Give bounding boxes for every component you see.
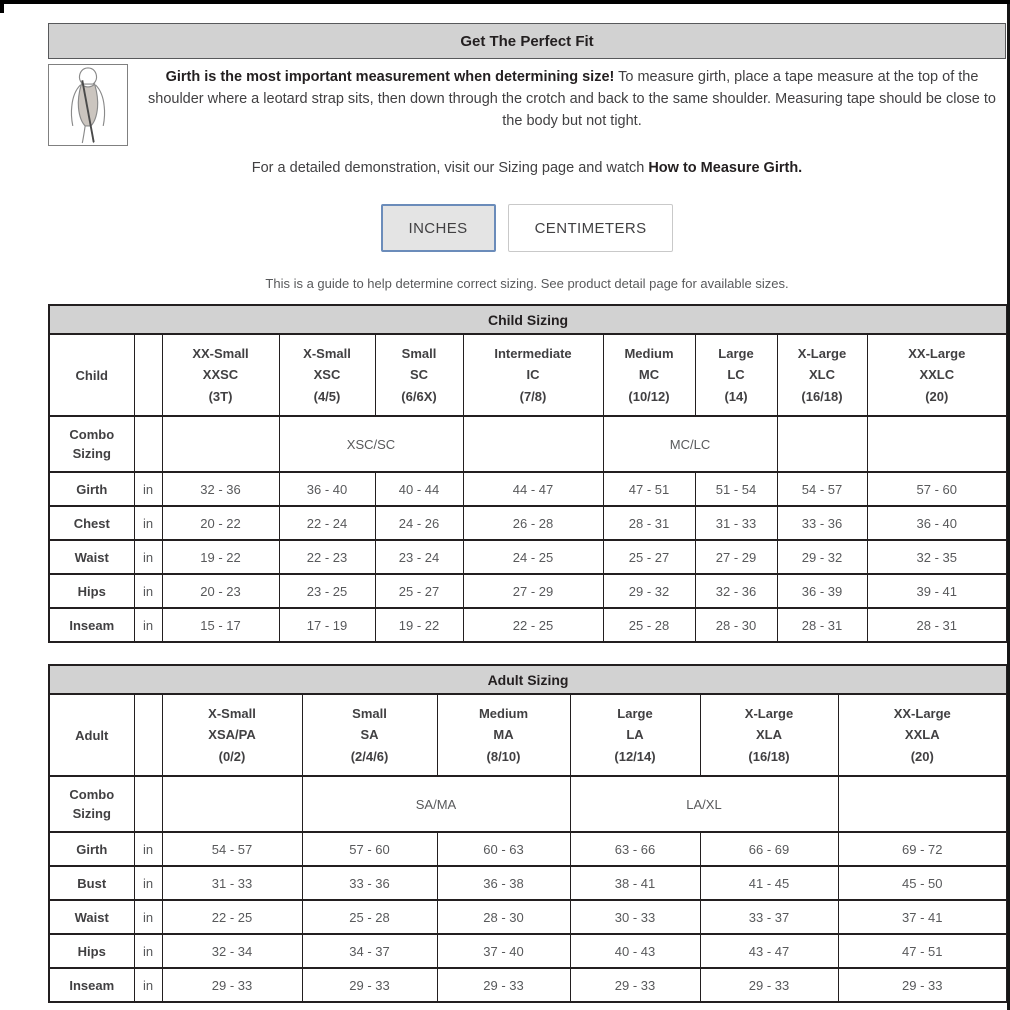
child-chest-value-0: 20 - 22 [162, 506, 279, 540]
adult-inseam-value-3: 29 - 33 [570, 968, 700, 1002]
adult-waist-value-4: 33 - 37 [700, 900, 838, 934]
adult-col-header-small: Small SA (2/4/6) [302, 694, 437, 776]
page-title-text: Get The Perfect Fit [460, 32, 594, 50]
adult-bust-label: Bust [49, 866, 134, 900]
adult-girth-label: Girth [49, 832, 134, 866]
child-waist-value-7: 32 - 35 [867, 540, 1007, 574]
child-unit-header [134, 334, 162, 416]
child-combo-label: Combo Sizing [49, 416, 134, 472]
adult-bust-value-2: 36 - 38 [437, 866, 570, 900]
adult-bust-value-4: 41 - 45 [700, 866, 838, 900]
adult-girth-unit: in [134, 832, 162, 866]
adult-combo-unit [134, 776, 162, 832]
adult-waist-value-3: 30 - 33 [570, 900, 700, 934]
child-hips-value-6: 36 - 39 [777, 574, 867, 608]
adult-hips-value-3: 40 - 43 [570, 934, 700, 968]
centimeters-button[interactable]: CENTIMETERS [508, 204, 674, 252]
child-chest-value-7: 36 - 40 [867, 506, 1007, 540]
child-inseam-value-5: 28 - 30 [695, 608, 777, 642]
adult-girth-value-4: 66 - 69 [700, 832, 838, 866]
child-girth-value-0: 32 - 36 [162, 472, 279, 506]
adult-row-inseam [49, 968, 1007, 1002]
adult-girth-value-5: 69 - 72 [838, 832, 1007, 866]
adult-hips-value-0: 32 - 34 [162, 934, 302, 968]
adult-sizing-table-host [48, 664, 1006, 1003]
child-waist-value-1: 22 - 23 [279, 540, 375, 574]
adult-girth-value-2: 60 - 63 [437, 832, 570, 866]
demo-instruction-bold: How to Measure Girth. [648, 160, 803, 176]
child-girth-value-5: 51 - 54 [695, 472, 777, 506]
child-chest-value-4: 28 - 31 [603, 506, 695, 540]
child-girth-value-6: 54 - 57 [777, 472, 867, 506]
adult-col-header-x-small: X-Small XSA/PA (0/2) [162, 694, 302, 776]
child-section-title: Child Sizing [49, 305, 1007, 334]
adult-hips-value-4: 43 - 47 [700, 934, 838, 968]
adult-girth-value-1: 57 - 60 [302, 832, 437, 866]
adult-unit-header [134, 694, 162, 776]
child-waist-value-6: 29 - 32 [777, 540, 867, 574]
child-hips-unit: in [134, 574, 162, 608]
adult-waist-value-2: 28 - 30 [437, 900, 570, 934]
child-col-header-x-large: X-Large XLC (16/18) [777, 334, 867, 416]
child-inseam-label: Inseam [49, 608, 134, 642]
child-inseam-value-1: 17 - 19 [279, 608, 375, 642]
adult-sizing-table [48, 664, 1008, 1003]
child-hips-label: Hips [49, 574, 134, 608]
adult-hips-unit: in [134, 934, 162, 968]
child-row-label-header: Child [49, 334, 134, 416]
page-corner-mark [0, 4, 4, 13]
child-hips-value-1: 23 - 25 [279, 574, 375, 608]
child-hips-value-0: 20 - 23 [162, 574, 279, 608]
adult-combo-label: Combo Sizing [49, 776, 134, 832]
child-girth-value-7: 57 - 60 [867, 472, 1007, 506]
adult-combo-empty [162, 776, 302, 832]
child-girth-value-4: 47 - 51 [603, 472, 695, 506]
child-hips-value-2: 25 - 27 [375, 574, 463, 608]
child-inseam-unit: in [134, 608, 162, 642]
adult-col-header-medium: Medium MA (8/10) [437, 694, 570, 776]
child-combo-empty [463, 416, 603, 472]
child-col-header-large: Large LC (14) [695, 334, 777, 416]
adult-waist-value-1: 25 - 28 [302, 900, 437, 934]
adult-waist-value-0: 22 - 25 [162, 900, 302, 934]
adult-inseam-value-5: 29 - 33 [838, 968, 1007, 1002]
child-sizing-table [48, 304, 1008, 643]
child-chest-value-3: 26 - 28 [463, 506, 603, 540]
adult-girth-value-0: 54 - 57 [162, 832, 302, 866]
child-row-girth [49, 472, 1007, 506]
adult-section-title: Adult Sizing [49, 665, 1007, 694]
child-waist-value-0: 19 - 22 [162, 540, 279, 574]
child-inseam-value-6: 28 - 31 [777, 608, 867, 642]
adult-hips-label: Hips [49, 934, 134, 968]
page-content [48, 23, 1006, 1003]
demo-instruction [48, 160, 1006, 176]
child-chest-value-1: 22 - 24 [279, 506, 375, 540]
leotard-figure-icon [50, 66, 126, 144]
adult-row-bust [49, 866, 1007, 900]
adult-bust-unit: in [134, 866, 162, 900]
adult-row-hips [49, 934, 1007, 968]
child-combo-xsc-sc: XSC/SC [279, 416, 463, 472]
child-chest-value-2: 24 - 26 [375, 506, 463, 540]
adult-combo-la-xl: LA/XL [570, 776, 838, 832]
child-inseam-value-4: 25 - 28 [603, 608, 695, 642]
adult-waist-value-5: 37 - 41 [838, 900, 1007, 934]
child-hips-value-5: 32 - 36 [695, 574, 777, 608]
unit-toggle [48, 204, 1006, 252]
adult-bust-value-0: 31 - 33 [162, 866, 302, 900]
adult-inseam-label: Inseam [49, 968, 134, 1002]
child-waist-label: Waist [49, 540, 134, 574]
adult-waist-unit: in [134, 900, 162, 934]
child-girth-unit: in [134, 472, 162, 506]
adult-hips-value-1: 34 - 37 [302, 934, 437, 968]
adult-row-label-header: Adult [49, 694, 134, 776]
child-col-header-medium: Medium MC (10/12) [603, 334, 695, 416]
adult-inseam-value-4: 29 - 33 [700, 968, 838, 1002]
child-chest-value-6: 33 - 36 [777, 506, 867, 540]
demo-instruction-text: For a detailed demonstration, visit our Sizing page and watch [251, 160, 645, 176]
child-inseam-value-0: 15 - 17 [162, 608, 279, 642]
adult-inseam-value-2: 29 - 33 [437, 968, 570, 1002]
child-combo-mc-lc: MC/LC [603, 416, 777, 472]
adult-row-waist [49, 900, 1007, 934]
child-col-header-xx-small: XX-Small XXSC (3T) [162, 334, 279, 416]
girth-instructions [128, 64, 1006, 146]
adult-inseam-value-0: 29 - 33 [162, 968, 302, 1002]
adult-bust-value-5: 45 - 50 [838, 866, 1007, 900]
page-title [48, 23, 1006, 59]
child-combo-empty [162, 416, 279, 472]
child-combo-empty [867, 416, 1007, 472]
child-waist-unit: in [134, 540, 162, 574]
child-row-waist [49, 540, 1007, 574]
child-combo-empty [777, 416, 867, 472]
adult-bust-value-1: 33 - 36 [302, 866, 437, 900]
child-row-hips [49, 574, 1007, 608]
adult-col-header-xx-large: XX-Large XXLA (20) [838, 694, 1007, 776]
child-chest-label: Chest [49, 506, 134, 540]
child-col-header-xx-large: XX-Large XXLC (20) [867, 334, 1007, 416]
adult-inseam-unit: in [134, 968, 162, 1002]
child-col-header-intermediate: Intermediate IC (7/8) [463, 334, 603, 416]
intro-section [48, 64, 1006, 146]
sizing-guide-note: This is a guide to help determine correct sizing. See product detail page for available sizes. [265, 276, 789, 291]
adult-col-header-large: Large LA (12/14) [570, 694, 700, 776]
child-col-header-small: Small SC (6/6X) [375, 334, 463, 416]
child-combo-unit [134, 416, 162, 472]
inches-button[interactable]: INCHES [381, 204, 496, 252]
child-inseam-value-2: 19 - 22 [375, 608, 463, 642]
adult-combo-sa-ma: SA/MA [302, 776, 570, 832]
child-waist-value-5: 27 - 29 [695, 540, 777, 574]
adult-col-header-x-large: X-Large XLA (16/18) [700, 694, 838, 776]
child-inseam-value-7: 28 - 31 [867, 608, 1007, 642]
adult-hips-value-2: 37 - 40 [437, 934, 570, 968]
child-inseam-value-3: 22 - 25 [463, 608, 603, 642]
child-girth-label: Girth [49, 472, 134, 506]
adult-hips-value-5: 47 - 51 [838, 934, 1007, 968]
child-girth-value-2: 40 - 44 [375, 472, 463, 506]
child-girth-value-3: 44 - 47 [463, 472, 603, 506]
child-row-chest [49, 506, 1007, 540]
child-chest-unit: in [134, 506, 162, 540]
leotard-illustration-box [48, 64, 128, 146]
child-row-inseam [49, 608, 1007, 642]
child-hips-value-7: 39 - 41 [867, 574, 1007, 608]
adult-row-girth [49, 832, 1007, 866]
girth-instructions-body: To measure girth, place a tape measure at the top of the shoulder where a leotard strap sits, then down through the crotch and back to the same shoulder. Measuring tape should be close to the body but not tight. [148, 69, 996, 129]
adult-combo-empty [838, 776, 1007, 832]
adult-girth-value-3: 63 - 66 [570, 832, 700, 866]
child-hips-value-4: 29 - 32 [603, 574, 695, 608]
child-waist-value-4: 25 - 27 [603, 540, 695, 574]
child-col-header-x-small: X-Small XSC (4/5) [279, 334, 375, 416]
child-hips-value-3: 27 - 29 [463, 574, 603, 608]
child-girth-value-1: 36 - 40 [279, 472, 375, 506]
child-waist-value-3: 24 - 25 [463, 540, 603, 574]
child-sizing-table-host [48, 304, 1006, 643]
child-waist-value-2: 23 - 24 [375, 540, 463, 574]
adult-inseam-value-1: 29 - 33 [302, 968, 437, 1002]
girth-instructions-lead: Girth is the most important measurement when determining size! [165, 69, 615, 85]
adult-waist-label: Waist [49, 900, 134, 934]
child-chest-value-5: 31 - 33 [695, 506, 777, 540]
adult-bust-value-3: 38 - 41 [570, 866, 700, 900]
